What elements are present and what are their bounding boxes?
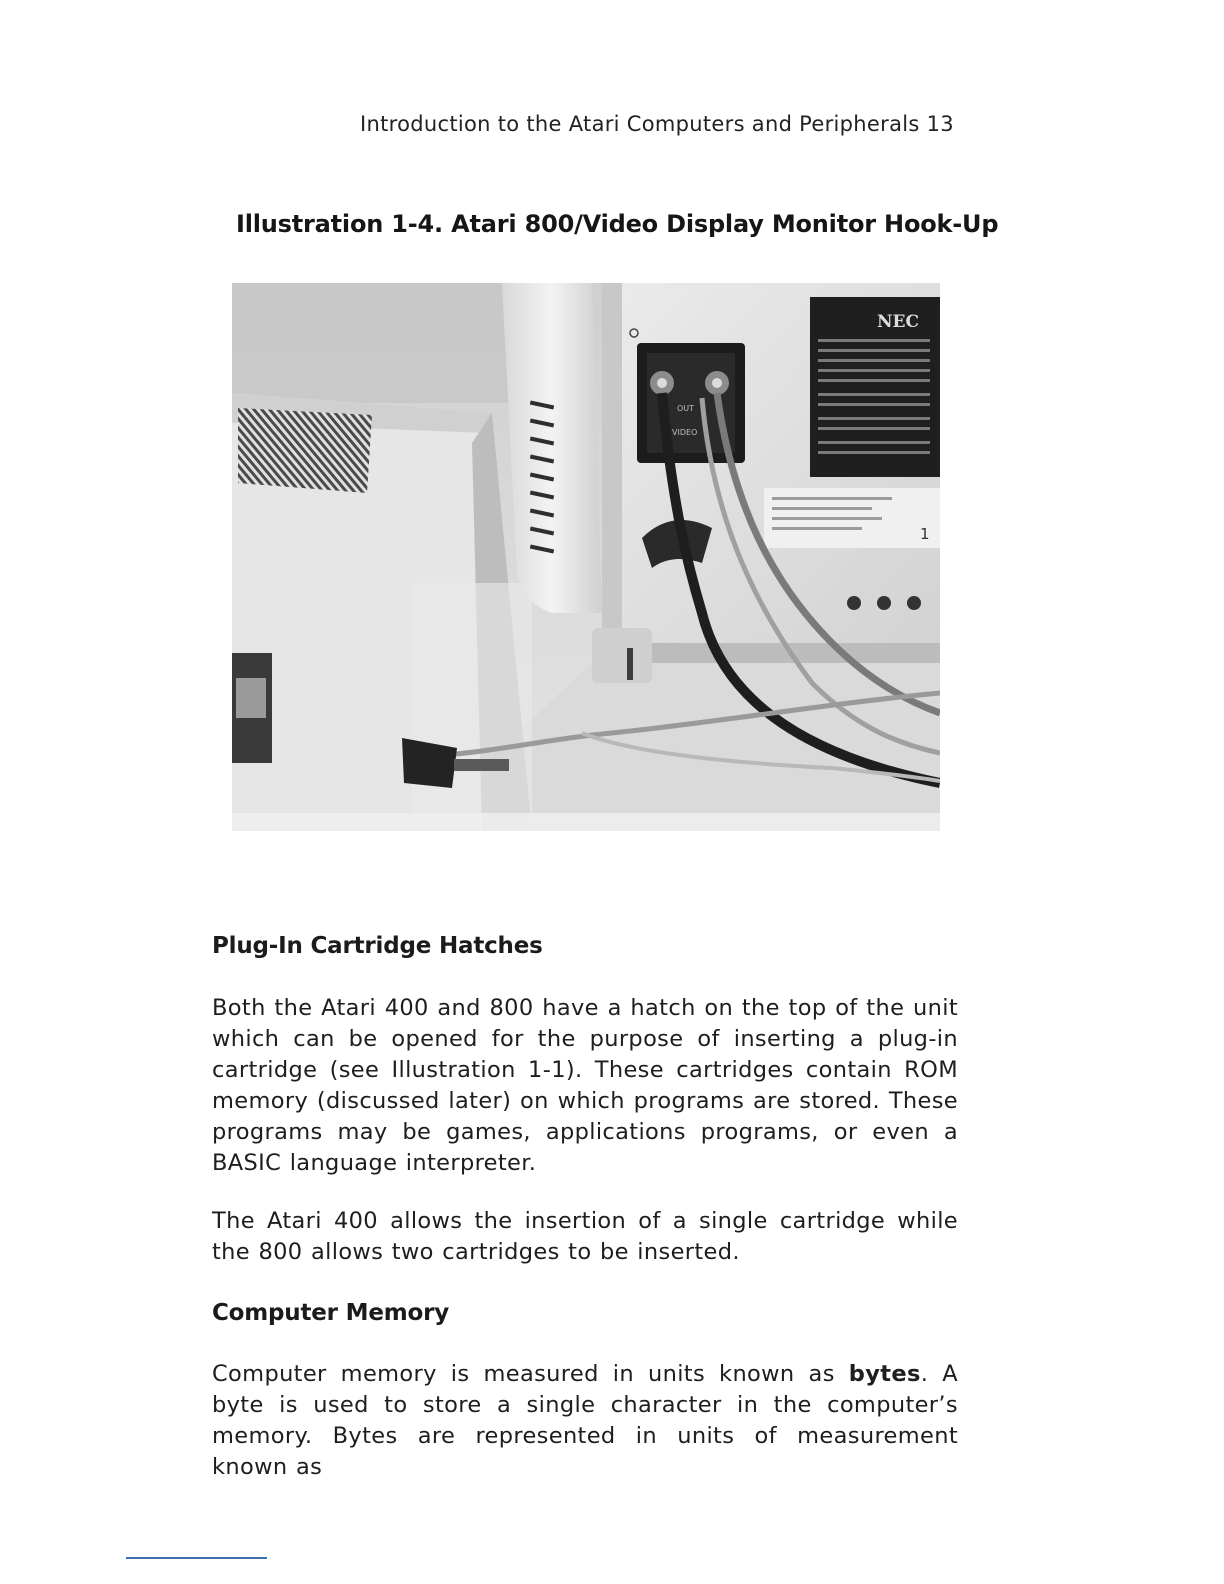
term-bytes: bytes	[848, 1361, 921, 1387]
monitor-stand-pillar	[502, 283, 602, 613]
nec-brand-label: NEC	[877, 312, 920, 332]
running-head: Introduction to the Atari Computers and Peripherals 13	[360, 112, 954, 136]
paragraph-computer-memory	[212, 1359, 958, 1483]
heading-plug-in-cartridge-hatches: Plug-In Cartridge Hatches	[212, 933, 543, 959]
illustration-photo	[232, 283, 940, 831]
footer-rule	[126, 1557, 267, 1559]
memory-text-rest: . A byte is used to store a single character in the computer’s memory. Bytes are represented in units of measurement known as	[212, 1361, 959, 1480]
indicator-dot	[907, 596, 921, 610]
indicator-dot	[847, 596, 861, 610]
sticker-number: 1	[920, 525, 930, 543]
jack-label-out: OUT	[677, 404, 695, 413]
memory-text-lead: Computer memory is measured in units known as	[212, 1361, 849, 1387]
indicator-dot	[877, 596, 891, 610]
jack-label-video: VIDEO	[672, 428, 698, 437]
console-vent-grille	[238, 408, 372, 493]
plug-connector	[454, 759, 509, 771]
nec-label-plate	[810, 297, 940, 477]
paragraph-cartridge-hatches: Both the Atari 400 and 800 have a hatch on the top of the unit which can be opened for the purpose of inserting a plug-in cartridge (see Illustration 1-1). These cartridges contain ROM memory (discussed later) on which programs are stored. These programs may be games, applications programs, or even a BASIC language interpreter.	[212, 995, 958, 1176]
heading-computer-memory: Computer Memory	[212, 1300, 450, 1326]
illustration-caption: Illustration 1-4. Atari 800/Video Display Monitor Hook-Up	[236, 210, 999, 238]
photo-monitor-hookup	[232, 283, 940, 831]
paragraph-cartridge-count: The Atari 400 allows the insertion of a single cartridge while the 800 allows two cartridges to be inserted.	[212, 1208, 958, 1265]
